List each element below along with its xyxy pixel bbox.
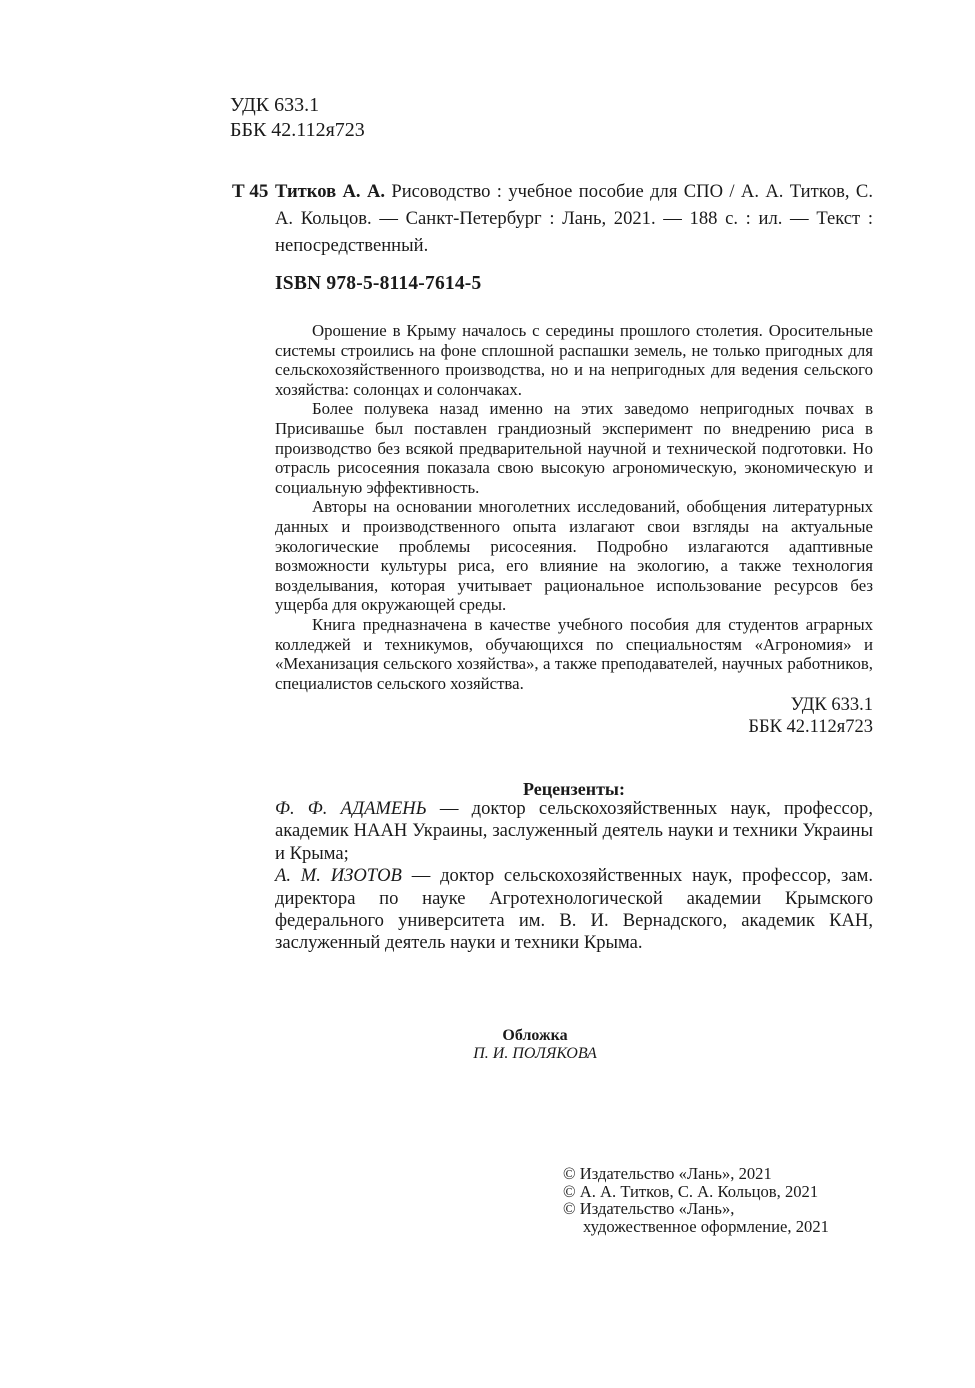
reviewer-credentials: — доктор сельскохозяйственных наук, профессор, зам. директора по науке Агротехнологической академии Крымского федерального университета им. В. И. Вернадского, академик КАН, заслуженный деятель науки и техники Крыма. bbox=[275, 865, 873, 954]
cover-credit bbox=[275, 1027, 795, 1063]
udk-code-bottom: УДК 633.1 bbox=[790, 695, 873, 715]
copyright-line: © Издательство «Лань», bbox=[563, 1199, 735, 1219]
abstract-paragraph: Книга предназначена в качестве учебного пособия для студентов аграрных колледжей и техникумов, обучающихся по специальностям «Агрономия» и «Механизация сельского хозяйства», а также преподавателей, научных работников, специалистов сельского хозяйства. bbox=[275, 614, 873, 693]
cover-artist: П. И. ПОЛЯКОВА bbox=[473, 1045, 597, 1062]
abstract-paragraph: Авторы на основании многолетних исследований, обобщения литературных данных и производственного опыта излагают свои взгляды на актуальные экологические проблемы рисосеяния. Подробно излагаются адаптивные возможности культуры риса, его влияние на экологию, а также технология возделывания, которая учитывает рациональное использование ресурсов без ущерба для окружающей среды. bbox=[275, 497, 873, 615]
entry-description: Рисоводство : учебное пособие для СПО / А. А. Титков, С. А. Кольцов. — Санкт-Петербург : Лань, 2021. — 188 с. : ил. — Текст : непосредственный. bbox=[275, 181, 873, 256]
bbk-code: ББК 42.112я723 bbox=[230, 119, 365, 141]
bbk-code-bottom: ББК 42.112я723 bbox=[748, 717, 873, 737]
abstract-paragraph: Орошение в Крыму началось с середины прошлого столетия. Оросительные системы строились на фоне сплошной распашки земель, не только пригодных для сельскохозяйственного производства, но и на непригодных для ведения сельского хозяйства: солонцах и солончаках. bbox=[275, 321, 873, 399]
copyright-line: художественное оформление, 2021 bbox=[583, 1217, 829, 1237]
bibliographic-entry bbox=[275, 178, 873, 259]
reviewer-entry bbox=[275, 798, 873, 865]
reviewer-name: А. М. ИЗОТОВ bbox=[275, 865, 402, 887]
top-classification-codes bbox=[230, 93, 365, 143]
udk-code: УДК 633.1 bbox=[230, 94, 320, 116]
cover-label: Обложка bbox=[502, 1027, 568, 1044]
reviewer-credentials: — доктор сельскохозяйственных наук, профессор, академик НААН Украины, заслуженный деятель науки и техники Украины и Крыма; bbox=[275, 798, 873, 864]
abstract bbox=[275, 321, 873, 693]
isbn: ISBN 978-5-8114-7614-5 bbox=[275, 273, 482, 294]
bottom-classification-codes bbox=[620, 694, 873, 738]
reviewers-list bbox=[275, 798, 873, 955]
reviewers-heading: Рецензенты: bbox=[523, 779, 625, 799]
copyright-block bbox=[563, 1165, 829, 1236]
copyright-line: © Издательство «Лань», 2021 bbox=[563, 1164, 772, 1183]
abstract-paragraph: Более полувека назад именно на этих заведомо непригодных почвах в Присивашье был поставлен грандиозный эксперимент по внедрению риса в производство без всякой предварительной научной и технической подготовки. Но отрасль рисосеяния показала свою высокую агрономическую, экономическую и социальную эффективность. bbox=[275, 399, 873, 497]
copyright-line: © А. А. Титков, С. А. Кольцов, 2021 bbox=[563, 1181, 819, 1201]
reviewer-name: Ф. Ф. АДАМЕНЬ bbox=[275, 798, 427, 819]
reviewer-entry bbox=[275, 865, 873, 955]
entry-author: Титков А. А. bbox=[275, 181, 386, 202]
author-cipher: Т 45 bbox=[232, 181, 269, 202]
